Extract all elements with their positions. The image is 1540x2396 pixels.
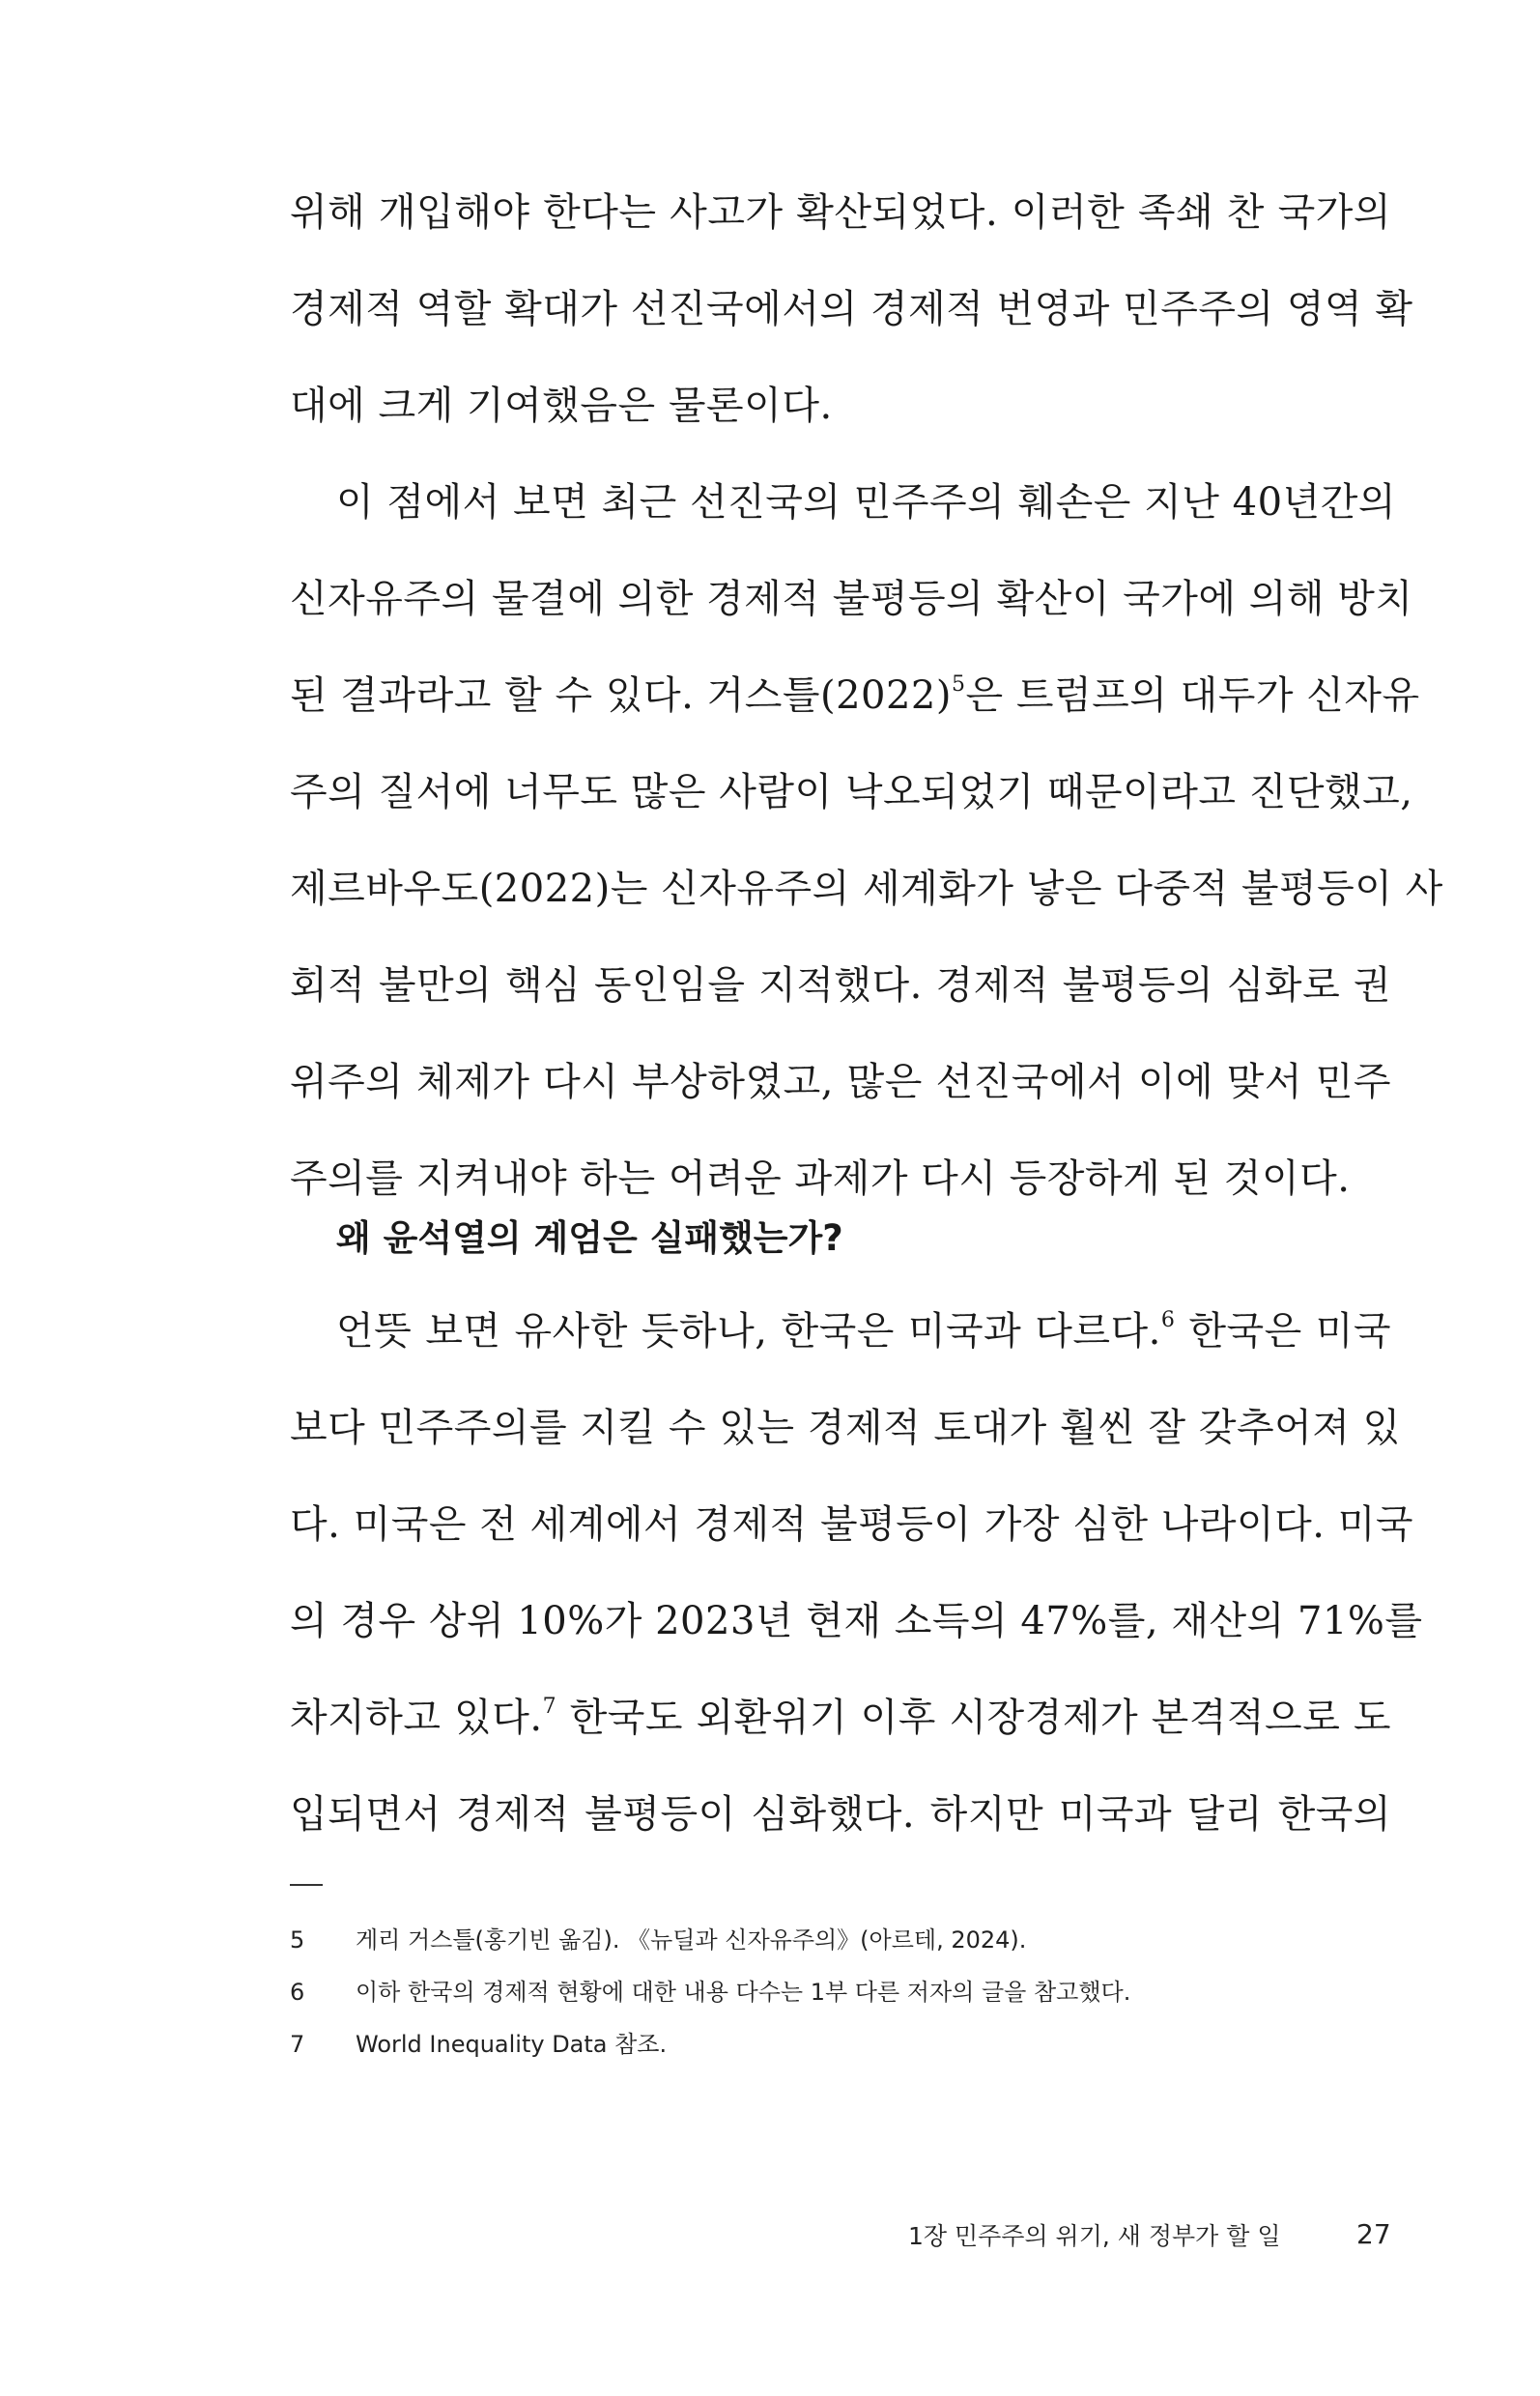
paragraph-1-line-3: 대에 크게 기여했음은 물론이다. (290, 384, 833, 428)
footnote-ref-7[interactable]: 7 (542, 1695, 557, 1719)
paragraph-1-line-2: 경제적 역할 확대가 선진국에서의 경제적 번영과 민주주의 영역 확 (290, 287, 1413, 331)
paragraph-3-line-4: 의 경우 상위 10%가 2023년 현재 소득의 47%를, 재산의 71%를 (290, 1599, 1423, 1643)
paragraph-2-line-1: 이 점에서 보면 최근 선진국의 민주주의 훼손은 지난 40년간의 (336, 480, 1396, 525)
section-heading: 왜 윤석열의 계엄은 실패했는가? (336, 1217, 843, 1259)
running-title: 1장 민주주의 위기, 새 정부가 할 일 (908, 2222, 1281, 2250)
paragraph-3-line-1-rest: 한국은 미국 (1175, 1309, 1391, 1354)
footnote-number: 5 (290, 1926, 305, 1954)
footnote-5 (290, 1925, 1026, 1955)
paragraph-2-line-2: 신자유주의 물결에 의한 경제적 불평등의 확산이 국가에 의해 방치 (290, 577, 1413, 621)
footnote-text: 게리 거스틀(홍기빈 옮김). 《뉴딜과 신자유주의》(아르테, 2024). (356, 1926, 1027, 1954)
paragraph-2-line-3-rest: 은 트럼프의 대두가 신자유 (965, 673, 1420, 718)
paragraph-2-line-8: 주의를 지켜내야 하는 어려운 과제가 다시 등장하게 된 것이다. (290, 1156, 1351, 1201)
paragraph-2-line-7: 위주의 체제가 다시 부상하였고, 많은 선진국에서 이에 맞서 민주 (290, 1060, 1391, 1104)
footnote-ref-6[interactable]: 6 (1160, 1308, 1176, 1332)
paragraph-3-line-3: 다. 미국은 전 세계에서 경제적 불평등이 가장 심한 나라이다. 미국 (290, 1502, 1414, 1547)
footnote-7 (290, 2029, 667, 2060)
paragraph-3-line-5-rest: 한국도 외환위기 이후 시장경제가 본격적으로 도 (556, 1696, 1391, 1740)
paragraph-3-line-1-text: 언뜻 보면 유사한 듯하나, 한국은 미국과 다르다. (336, 1309, 1161, 1354)
footnote-text: 이하 한국의 경제적 현황에 대한 내용 다수는 1부 다른 저자의 글을 참고했다. (356, 1979, 1131, 2006)
paragraph-3-line-5-text: 차지하고 있다. (290, 1696, 543, 1740)
footnote-number: 7 (290, 2031, 305, 2058)
footnote-6 (290, 1977, 1130, 2008)
paragraph-3-line-5 (290, 1695, 1391, 1741)
paragraph-3-line-6: 입되면서 경제적 불평등이 심화했다. 하지만 미국과 달리 한국의 (290, 1792, 1391, 1837)
paragraph-2-line-6: 회적 불만의 핵심 동인임을 지적했다. 경제적 불평등의 심화로 권 (290, 963, 1391, 1008)
paragraph-2-line-5: 제르바우도(2022)는 신자유주의 세계화가 낳은 다중적 불평등이 사 (290, 867, 1443, 911)
footnote-ref-5[interactable]: 5 (951, 672, 966, 697)
page-number: 27 (1356, 2218, 1391, 2250)
paragraph-3-line-2: 보다 민주주의를 지킬 수 있는 경제적 토대가 훨씬 잘 갖추어져 있 (290, 1406, 1401, 1450)
paragraph-2-line-3 (290, 672, 1420, 719)
footnote-text: World Inequality Data 참조. (356, 2031, 668, 2058)
paragraph-3-line-1 (290, 1308, 1391, 1355)
paragraph-1-line-1: 위해 개입해야 한다는 사고가 확산되었다. 이러한 족쇄 찬 국가의 (290, 190, 1391, 235)
paragraph-2-line-3-text: 된 결과라고 할 수 있다. 거스틀(2022) (290, 673, 952, 718)
footnote-number: 6 (290, 1979, 305, 2006)
footnote-divider (290, 1884, 323, 1886)
paragraph-2-line-4: 주의 질서에 너무도 많은 사람이 낙오되었기 때문이라고 진단했고, (290, 770, 1413, 814)
